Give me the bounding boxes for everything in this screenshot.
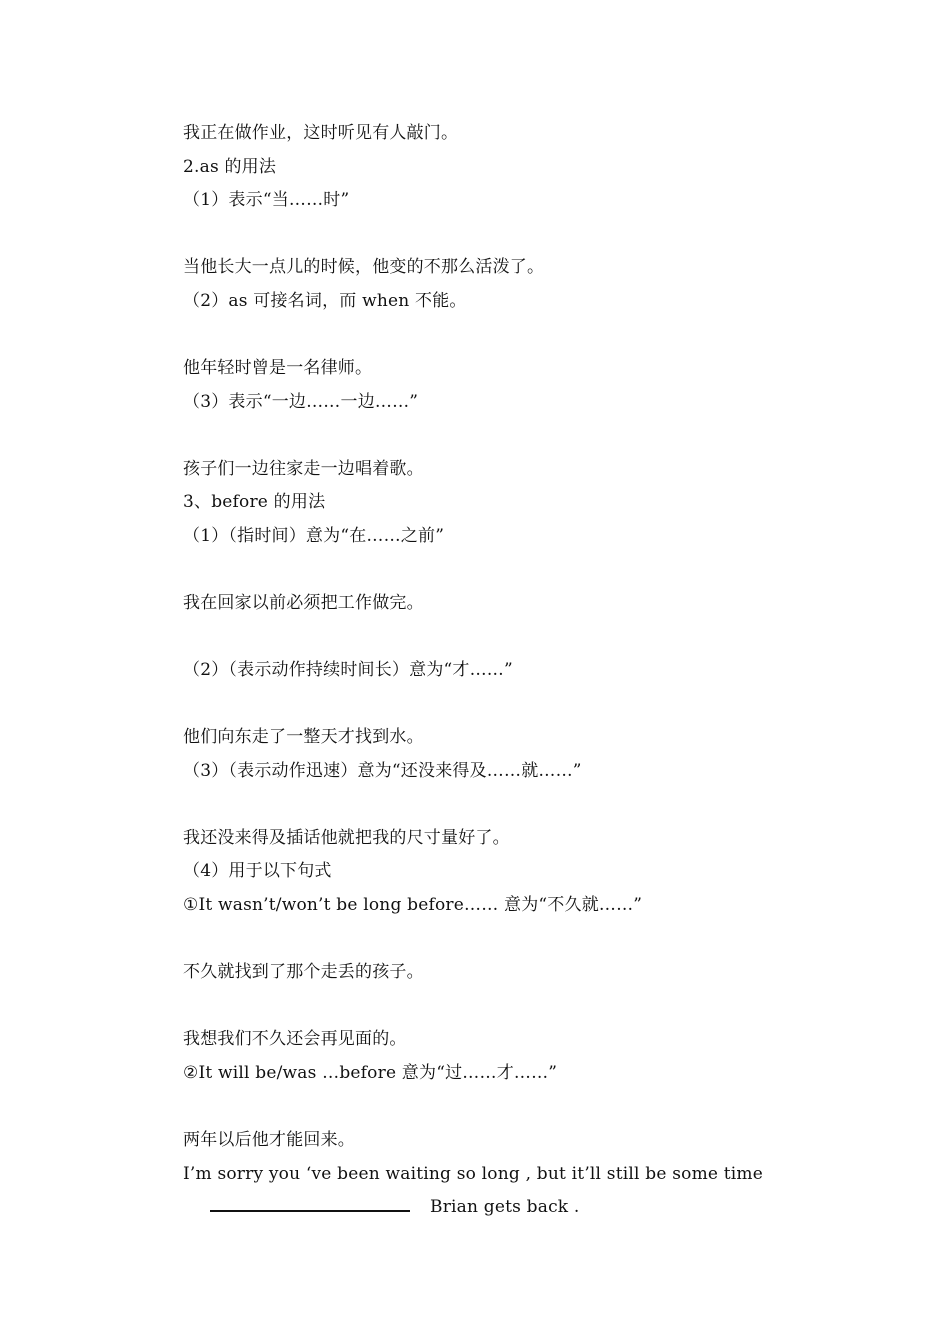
text-line: （1）（指时间）意为“在……之前” bbox=[183, 526, 445, 546]
exercise-sentence-part2-row bbox=[210, 1197, 580, 1217]
text-line: 当他长大一点儿的时候，他变的不那么活泼了。 bbox=[183, 257, 545, 277]
text-line: （4）用于以下句式 bbox=[183, 861, 332, 881]
text-line: （3）表示“一边……一边……” bbox=[183, 392, 419, 412]
section-heading-before: 3、before 的用法 bbox=[183, 492, 326, 512]
text-line: 他们向东走了一整天才找到水。 bbox=[183, 727, 424, 747]
text-line: 不久就找到了那个走丢的孩子。 bbox=[183, 962, 424, 982]
text-line: 我在回家以前必须把工作做完。 bbox=[183, 593, 424, 613]
answer-blank[interactable] bbox=[210, 1198, 410, 1212]
text-line: （1）表示“当……时” bbox=[183, 190, 350, 210]
text-line: （2）（表示动作持续时间长）意为“才……” bbox=[183, 660, 513, 680]
exercise-sentence-part2: Brian gets back . bbox=[430, 1197, 580, 1217]
text-line: 我想我们不久还会再见面的。 bbox=[183, 1029, 407, 1049]
pattern-line-1: ①It wasn’t/won’t be long before…… 意为“不久就……” bbox=[183, 895, 643, 915]
section-heading-as: 2.as 的用法 bbox=[183, 157, 277, 177]
text-line: （3）（表示动作迅速）意为“还没来得及……就……” bbox=[183, 761, 582, 781]
text-line: 孩子们一边往家走一边唱着歌。 bbox=[183, 459, 424, 479]
text-line: （2）as 可接名词，而 when 不能。 bbox=[183, 291, 467, 311]
text-line: 两年以后他才能回来。 bbox=[183, 1130, 355, 1150]
exercise-sentence-part1: I’m sorry you ‘ve been waiting so long , but it’ll still be some time bbox=[183, 1164, 764, 1184]
text-line: 他年轻时曾是一名律师。 bbox=[183, 358, 373, 378]
text-line: 我正在做作业，这时听见有人敲门。 bbox=[183, 123, 459, 143]
pattern-line-2: ②It will be/was …before 意为“过……才……” bbox=[183, 1063, 558, 1083]
text-line: 我还没来得及插话他就把我的尺寸量好了。 bbox=[183, 828, 510, 848]
